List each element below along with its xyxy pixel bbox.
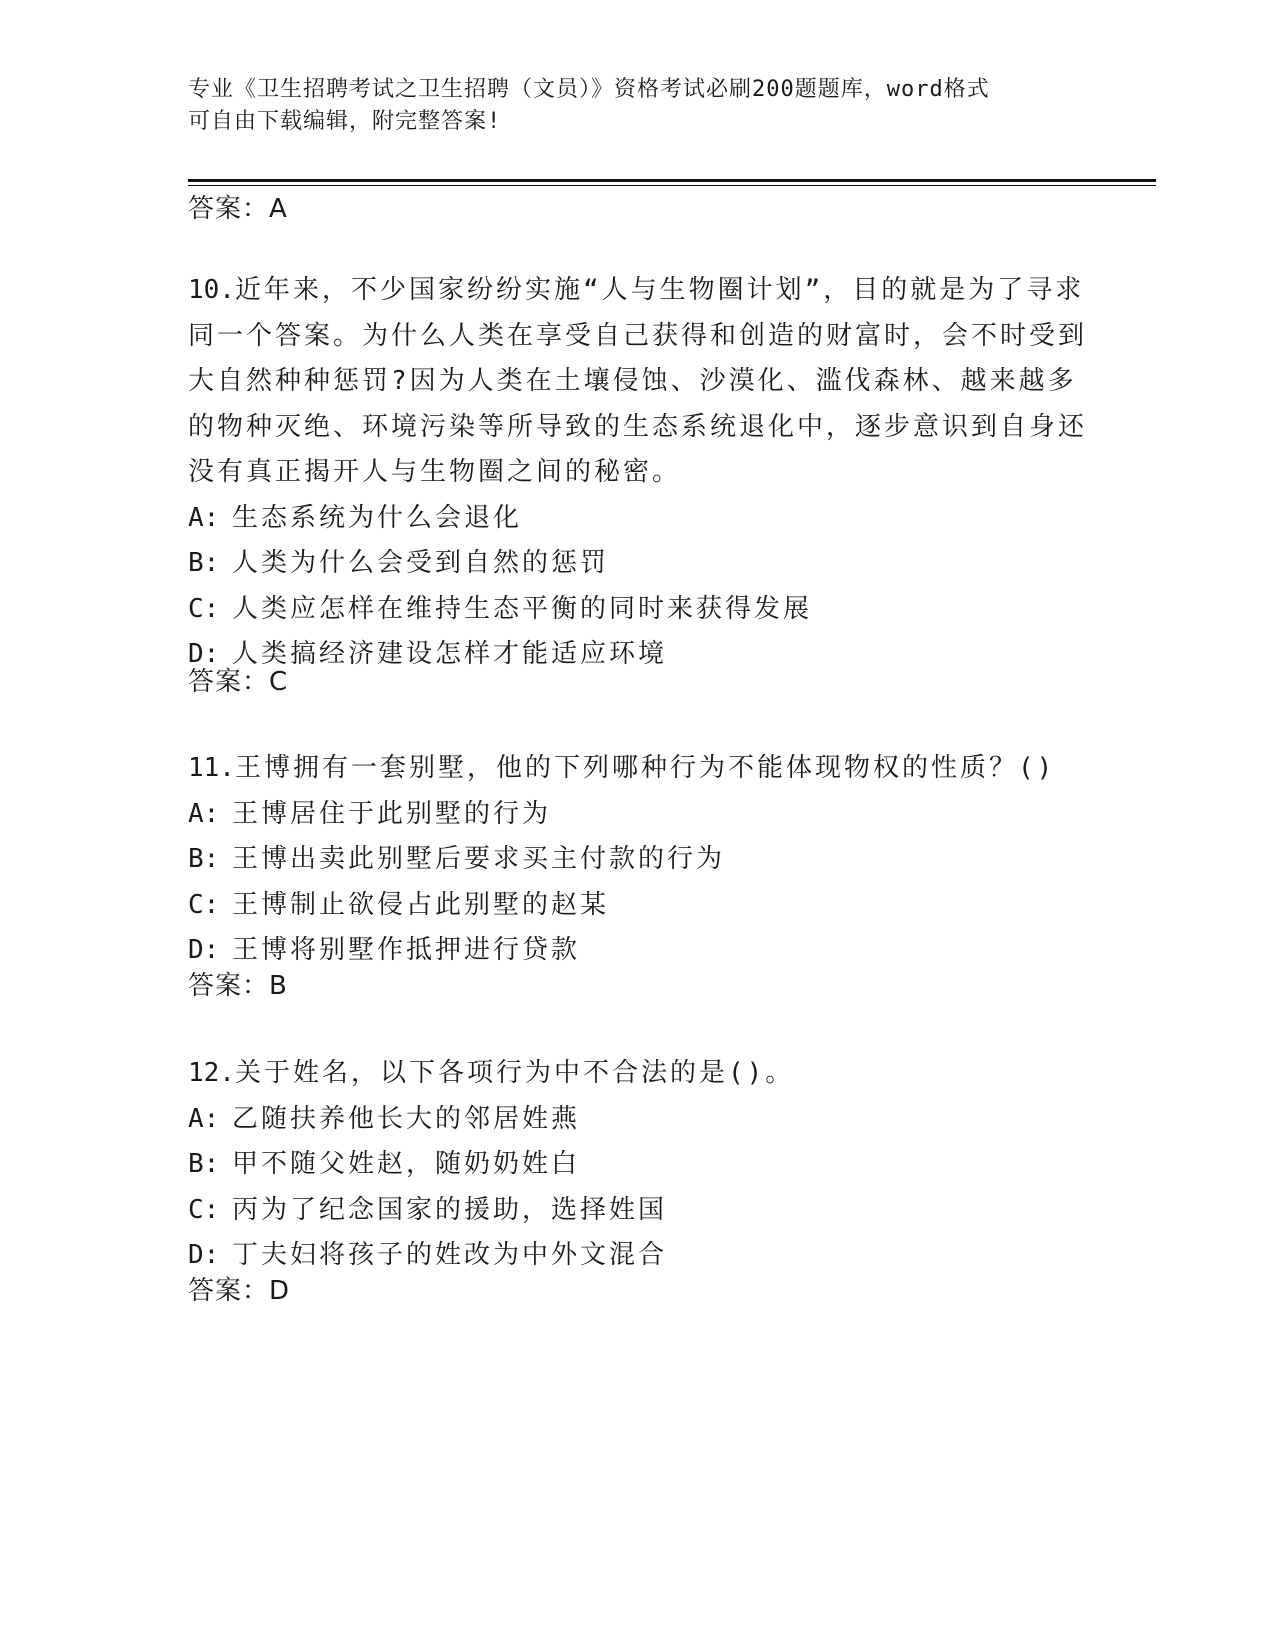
header-line-2: 可自由下载编辑，附完整答案! (188, 109, 502, 134)
header-divider-thick (188, 179, 1156, 182)
option-text: 丙为了纪念国家的援助，选择姓国 (232, 1194, 668, 1225)
option-text: 王博居住于此别墅的行为 (232, 798, 552, 829)
question-stem (188, 746, 1088, 792)
option-label: B: (188, 844, 220, 874)
option-label: A: (188, 502, 220, 533)
option-a (188, 496, 1088, 542)
question-number: 11. (188, 753, 235, 783)
header-line-1: 专业《卫生招聘考试之卫生招聘（文员）》资格考试必刷200题题库，word格式 (188, 77, 990, 102)
option-d (188, 632, 1088, 678)
option-c (188, 1188, 1088, 1234)
option-text: 乙随扶养他长大的邻居姓燕 (232, 1103, 581, 1134)
option-b (188, 1142, 1088, 1188)
option-label: B: (188, 548, 220, 578)
answer-q9: 答案：A (188, 194, 288, 224)
question-11 (188, 746, 1088, 974)
option-text: 丁夫妇将孩子的姓改为中外文混合 (232, 1240, 668, 1270)
option-a (188, 792, 1088, 838)
option-text: 人类应怎样在维持生态平衡的同时来获得发展 (232, 593, 813, 624)
option-label: B: (188, 1149, 220, 1179)
answer-q10: 答案：C (188, 667, 289, 697)
option-d (188, 1233, 1088, 1279)
option-text: 王博出卖此别墅后要求买主付款的行为 (232, 844, 726, 874)
option-label: D: (188, 639, 220, 669)
question-number: 10. (188, 275, 235, 305)
question-text: 王博拥有一套别墅，他的下列哪种行为不能体现物权的性质？() (234, 753, 1056, 783)
option-b (188, 837, 1088, 883)
option-label: C: (188, 1194, 220, 1225)
question-stem (188, 1051, 1088, 1097)
question-12 (188, 1051, 1088, 1279)
header-divider-thin (188, 185, 1156, 186)
answer-q12: 答案：D (188, 1276, 291, 1306)
question-stem (188, 268, 1088, 496)
option-b (188, 541, 1088, 587)
option-text: 甲不随父姓赵，随奶奶姓白 (232, 1149, 581, 1179)
question-text: 关于姓名，以下各项行为中不合法的是()。 (234, 1058, 795, 1088)
option-c (188, 883, 1088, 929)
question-number: 12. (188, 1058, 235, 1088)
option-c (188, 587, 1088, 633)
option-a (188, 1097, 1088, 1143)
document-header (188, 74, 1088, 138)
option-label: C: (188, 593, 220, 624)
option-label: C: (188, 889, 220, 920)
option-label: D: (188, 1240, 220, 1270)
answer-q11: 答案：B (188, 971, 288, 1001)
question-text: 近年来，不少国家纷纷实施“人与生物圈计划”，目的就是为了寻求同一个答案。为什么人类在享受自己获得和创造的财富时，会不时受到大自然种种惩罚?因为人类在土壤侵蚀、沙漠化、滥伐森林、越来越多的物种灭绝、环境污染等所导致的生态系统退化中，逐步意识到自身还没有真正揭开人与生物圈之间的秘密。 (188, 275, 1088, 487)
option-text: 王博制止欲侵占此别墅的赵某 (232, 889, 610, 920)
option-label: A: (188, 798, 220, 829)
option-label: D: (188, 935, 220, 965)
option-label: A: (188, 1103, 220, 1134)
option-text: 人类为什么会受到自然的惩罚 (232, 548, 610, 578)
option-d (188, 928, 1088, 974)
option-text: 王博将别墅作抵押进行贷款 (232, 935, 581, 965)
question-10 (188, 268, 1088, 678)
option-text: 人类搞经济建设怎样才能适应环境 (232, 639, 668, 669)
option-text: 生态系统为什么会退化 (232, 502, 523, 533)
